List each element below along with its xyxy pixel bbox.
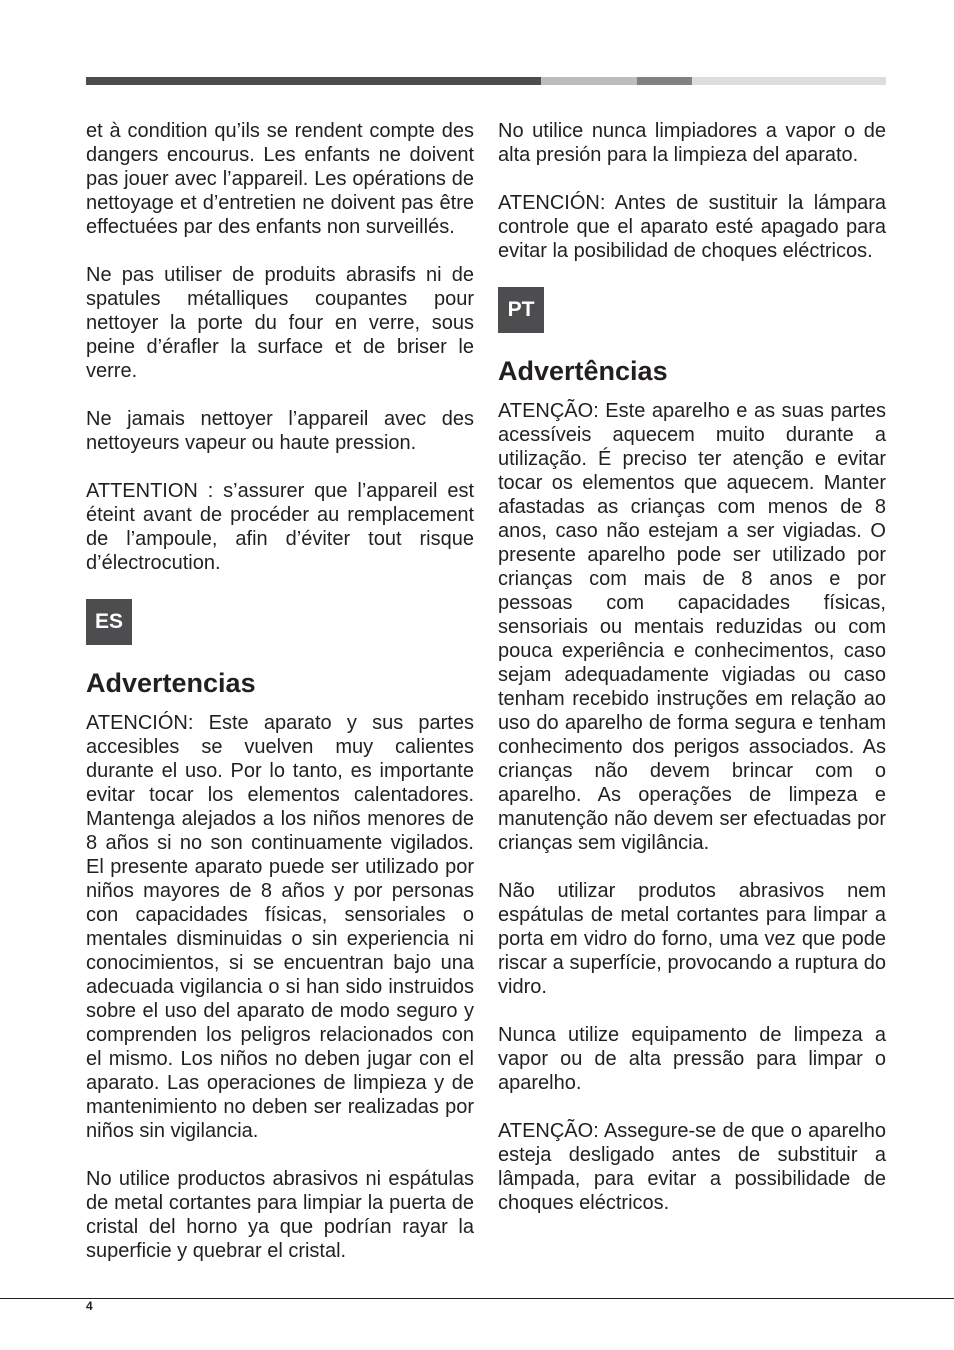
- header-bar-segment: [541, 77, 637, 85]
- header-bar-segment: [637, 77, 692, 85]
- language-badge-pt: PT: [498, 287, 544, 333]
- pt-paragraph: Nunca utilize equipamento de limpeza a vapor ou de alta pressão para limpar o aparelho.: [498, 1024, 886, 1094]
- es-paragraph: No utilice productos abrasivos ni espátulas de metal cortantes para limpiar la puerta de cristal del horno ya que podrían rayar la superficie y quebrar el cristal.: [86, 1168, 474, 1262]
- fr-paragraph: ATTENTION : s’assurer que l’appareil est éteint avant de procéder au remplacement de l’ampoule, afin d’éviter tout risque d’électrocution.: [86, 480, 474, 574]
- pt-paragraph: ATENÇÃO: Assegure-se de que o aparelho esteja desligado antes de substituir a lâmpada, para evitar a possibilidade de choques eléctricos.: [498, 1120, 886, 1214]
- es-paragraph: No utilice nunca limpiadores a vapor o de alta presión para la limpieza del aparato.: [498, 120, 886, 166]
- left-column: [86, 119, 474, 1287]
- section-heading-pt: Advertências: [498, 356, 668, 386]
- language-badge-es: ES: [86, 599, 132, 645]
- footer-rule: [0, 1298, 954, 1299]
- pt-paragraph: ATENÇÃO: Este aparelho e as suas partes acessíveis aquecem muito durante a utilização. É preciso ter atenção e evitar tocar os elementos que aquecem. Manter afastadas as crianças com menos de 8 anos, caso não estejam a ser vigiadas. O presente aparelho pode ser utilizado por crianças com mais de 8 anos e por pessoas com capacidades físicas, sensoriais ou mentais reduzidas ou com pouca experiência e conhecimentos, caso sejam adequadamente vigiadas ou caso tenham recebido instruções em relação ao uso do aparelho de forma segura e tenham conhecimento dos perigos associados. As crianças não devem brincar com o aparelho. As operações de limpeza e manutenção não devem ser efectuadas por crianças sem vigilância.: [498, 400, 886, 854]
- fr-paragraph: et à condition qu’ils se rendent compte des dangers encourus. Les enfants ne doivent pas jouer avec l’appareil. Les opérations de nettoyage et d’entretien ne doivent pas être effectuées par des enfants non surveillés.: [86, 120, 474, 238]
- header-color-bar: [86, 77, 886, 85]
- es-paragraph: ATENCIÓN: Este aparato y sus partes accesibles se vuelven muy calientes durante el uso. Por lo tanto, es importante evitar tocar los elementos calentadores. Mantenga alejados a los niños menores de 8 años si no son continuamente vigilados. El presente aparato puede ser utilizado por niños mayores de 8 años y por personas con capacidades físicas, sensoriales o mentales disminuidas o sin experiencia ni conocimientos, si se encuentran bajo una adecuada vigilancia o si han sido instruidos sobre el uso del aparato de modo seguro y comprenden los peligros relacionados con el mismo. Los niños no deben jugar con el aparato. Las operaciones de limpieza y de mantenimiento no deben ser realizadas por niños sin vigilancia.: [86, 712, 474, 1142]
- pt-paragraph: Não utilizar produtos abrasivos nem espátulas de metal cortantes para limpar a porta em vidro do forno, uma vez que pode riscar a superfície, provocando a ruptura do vidro.: [498, 880, 886, 998]
- header-bar-segment: [86, 77, 541, 85]
- header-bar-segment: [692, 77, 886, 85]
- es-paragraph: ATENCIÓN: Antes de sustituir la lámpara controle que el aparato esté apagado para evitar la posibilidad de choques eléctricos.: [498, 192, 886, 262]
- fr-paragraph: Ne pas utiliser de produits abrasifs ni de spatules métalliques coupantes pour nettoyer la porte du four en verre, sous peine d’érafler la surface et de briser le verre.: [86, 264, 474, 382]
- right-column: [498, 119, 886, 1239]
- page-number: 4: [86, 1299, 93, 1313]
- fr-paragraph: Ne jamais nettoyer l’appareil avec des nettoyeurs vapeur ou haute pression.: [86, 408, 474, 454]
- section-heading-es: Advertencias: [86, 668, 256, 698]
